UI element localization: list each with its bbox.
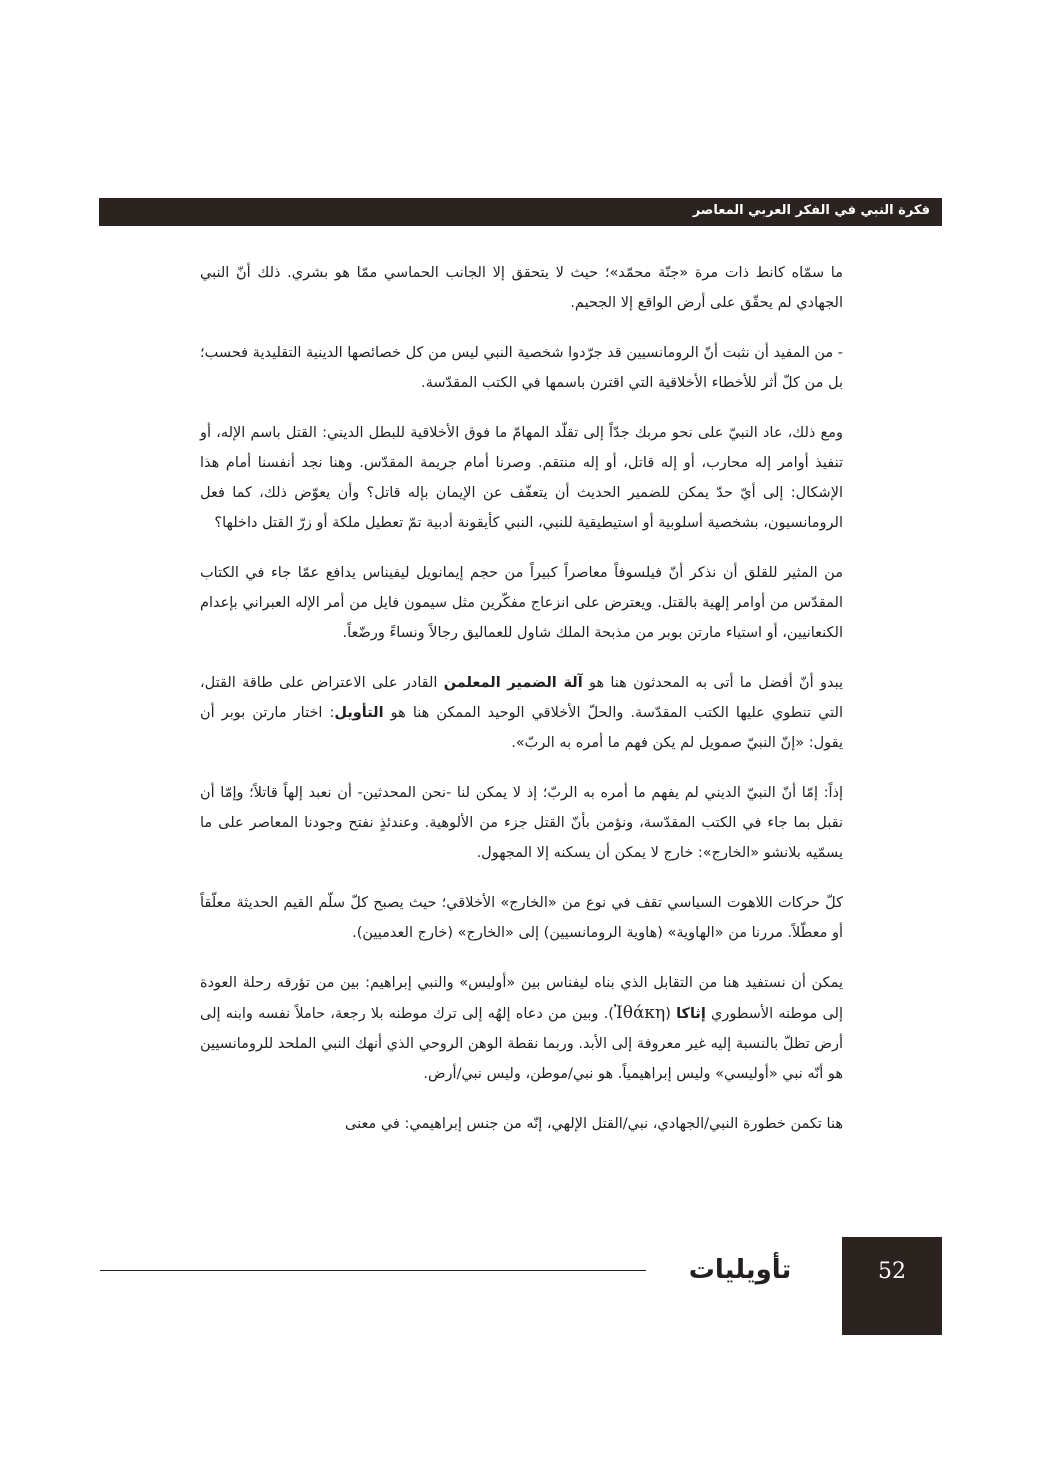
paragraph-text: القادر على الاعتراض على طاقة القتل، التي تنطوي عليها الكتب المقدّسة. والحلّ الأخلاقي الوحيد الممكن هنا هو [200, 675, 843, 721]
paragraph-text: ( [665, 1006, 677, 1022]
greek-term: Ἰθάκη [613, 1003, 666, 1023]
running-header-bar [99, 198, 942, 226]
paragraph-text: يمكن أن نستفيد هنا من التقابل الذي بناه ليفناس بين «أوليس» والنبي إبراهيم: بين من تؤرقه رحلة العودة إلى موطنه الأسطوري [200, 975, 843, 1022]
page-number: 52 [878, 1259, 906, 1284]
paragraph: من المثير للقلق أن نذكر أنّ فيلسوفاً معاصراً كبيراً من حجم إيمانويل ليفيناس يدافع عمّا جاء في الكتاب المقدّس من أوامر إلهية بالقتل. ويعترض على انزعاج مفكّرين مثل سيمون فايل من أمر الإله العبراني بإعدام الكنعانيين، أو استياء مارتن بوبر من مذبحة الملك شاول للعماليق رجالاً ونساءً ورضّعاً. [200, 565, 843, 641]
paragraph: ومع ذلك، عاد النبيّ على نحو مربك جدّاً إلى تقلّد المهامّ ما فوق الأخلاقية للبطل الديني: القتل باسم الإله، أو تنفيذ أوامر إله محارب، أو إله قاتل، أو إله منتقم. وصرنا أمام جريمة المقدّس. وهنا نجد أنفسنا أمام هذا الإشكال: إلى أيّ حدّ يمكن للضمير الحديث أن يتعفّف عن الإيمان بإله قاتل؟ وأن يعوّض ذلك، كما فعل الرومانسيون، بشخصية أسلوبية أو استيطيقية للنبي، النبي كأيقونة أدبية تمّ تعطيل ملكة أو زرّ القتل داخلها؟ [200, 425, 843, 531]
paragraph-text: يبدو أنّ أفضل ما أتى به المحدثون هنا هو [582, 675, 843, 691]
body-text [200, 258, 843, 1159]
page-number-box [842, 1237, 942, 1335]
bold-term: آلة الضمير المعلمن [443, 675, 583, 691]
paragraph-text: : اختار مارتن بوبر أن يقول: «إنّ النبيّ صمويل لم يكن فهم ما أمره به الربّ». [200, 705, 843, 751]
paragraph: كلّ حركات اللاهوت السياسي تقف في نوع من «الخارج» الأخلاقي؛ حيث يصبح كلّ سلّم القيم الحديثة معلّقاً أو معطّلاً. مررنا من «الهاوية» (هاوية الرومانسيين) إلى «الخارج» (خارج العدميين). [200, 895, 843, 941]
paragraph: - من المفيد أن نثبت أنّ الرومانسيين قد جرّدوا شخصية النبي ليس من كل خصائصها الدينية التقليدية فحسب؛ بل من كلّ أثر للأخطاء الأخلاقية التي اقترن باسمها في الكتب المقدّسة. [200, 345, 843, 391]
footer-rule [100, 1270, 646, 1271]
paragraph [200, 968, 843, 1089]
bold-term: إثاكا [676, 1006, 706, 1022]
journal-logo: تأويليات [688, 1255, 792, 1285]
paragraph [200, 668, 843, 758]
paragraph: إذاً: إمّا أنّ النبيّ الديني لم يفهم ما أمره به الربّ؛ إذ لا يمكن لنا -نحن المحدثين- أن نعبد إلهاً قاتلاً؛ وإمّا أن نقبل بما جاء في الكتب المقدّسة، ونؤمن بأنّ القتل جزء من الألوهية. وعندئذٍ نفتح وجودنا المعاصر على ما يسمّيه بلانشو «الخارج»: خارج لا يمكن أن يسكنه إلا المجهول. [200, 785, 843, 861]
paragraph: هنا تكمن خطورة النبي/الجهادي، نبي/القتل الإلهي، إنّه من جنس إبراهيمي: في معنى [345, 1116, 843, 1132]
running-header-title: فكرة النبي في الفكر العربي المعاصر [692, 203, 930, 218]
bold-term: التأويل [334, 705, 384, 721]
paragraph: ما سمّاه كانط ذات مرة «جنّة محمّد»؛ حيث لا يتحقق إلا الجانب الحماسي ممّا هو بشري. ذلك أنّ النبي الجهادي لم يحقّق على أرض الواقع إلا الجحيم. [200, 265, 843, 311]
paragraph-text: ). وبين من دعاه إلهُه إلى ترك موطنه بلا رجعة، حاملاً نفسه وابنه إلى أرض تظلّ بالنسبة إليه غير معروفة إلى الأبد. وربما نقطة الوهن الروحي الذي أنهك النبي الملحد للرومانسيين هو أنّه نبي «أوليسي» وليس إبراهيمياً. هو نبي/موطن، وليس نبي/أرض. [200, 1006, 843, 1082]
